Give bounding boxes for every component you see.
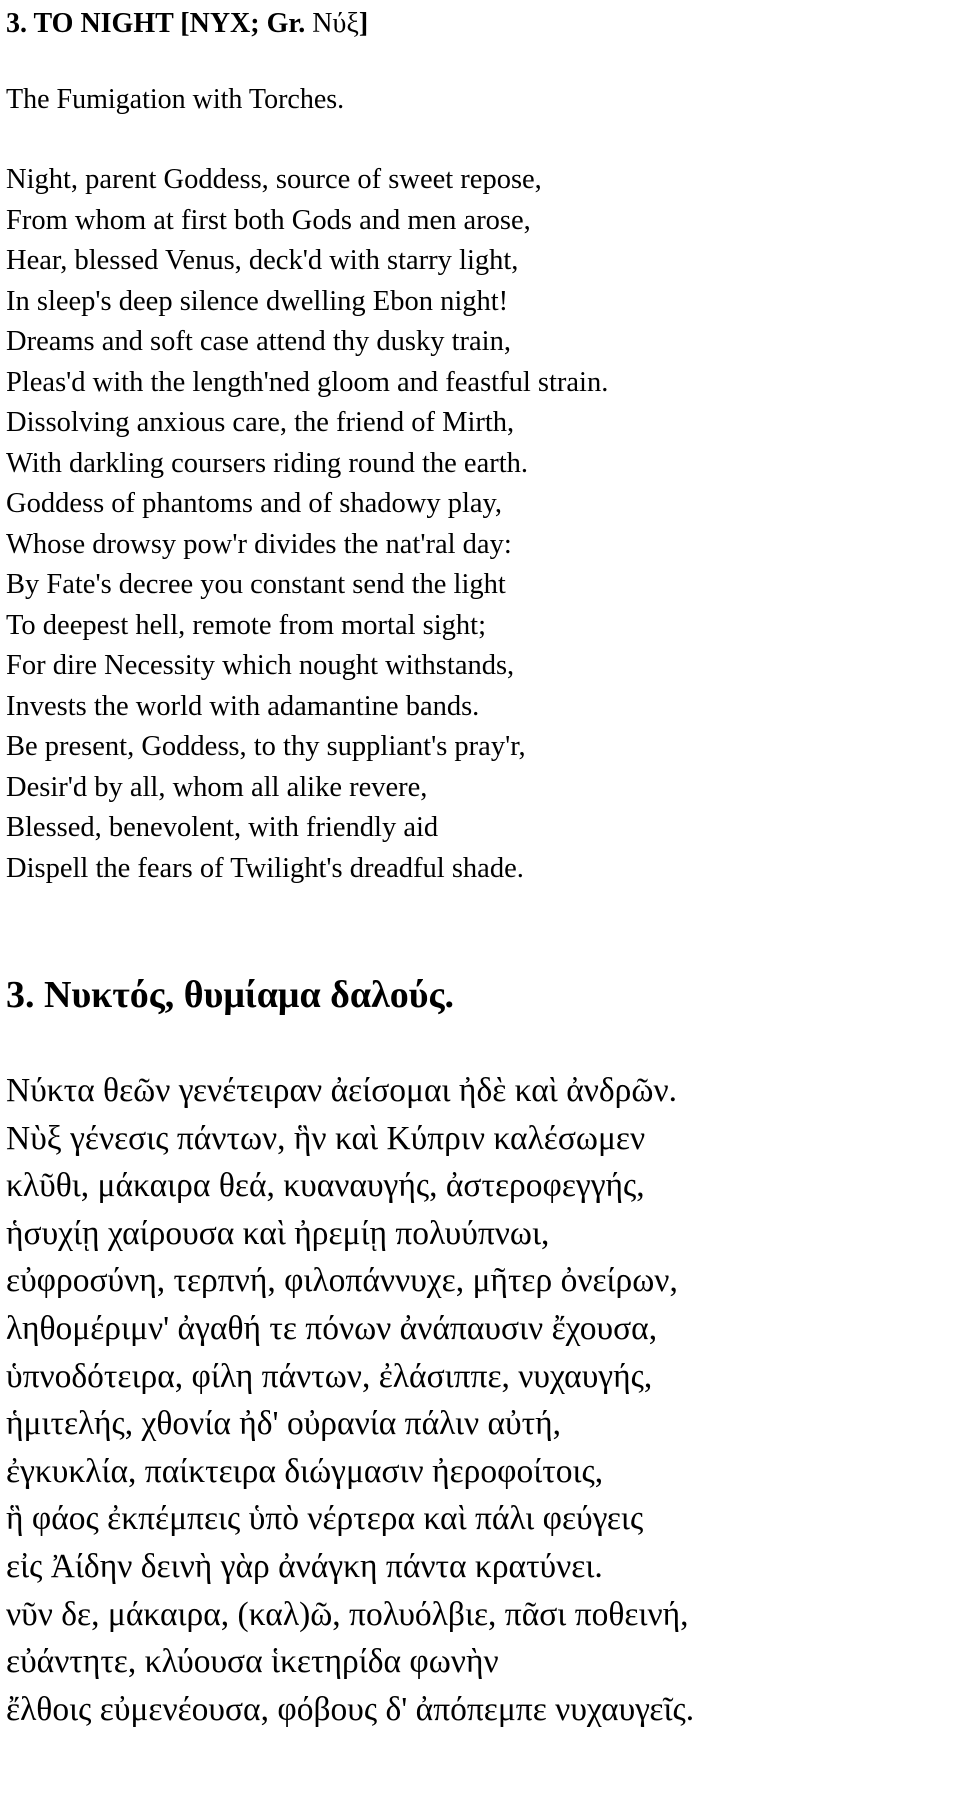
english-heading [6,4,368,44]
greek-heading: 3. Νυκτός, θυμίαμα δαλούς. [6,974,455,1016]
english-poem-line: Goddess of phantoms and of shadowy play, [6,488,503,519]
greek-poem-line: ἔλθοις εὐμενέουσα, φόβους δ' ἀπόπεμπε νυχαυγεῖς. [6,1690,695,1728]
english-poem-line: Dissolving anxious care, the friend of Mirth, [6,407,515,438]
english-poem-line: Desir'd by all, whom all alike revere, [6,771,428,803]
greek-poem-line: εὐφροσύνη, τερπνή, φιλοπάννυχε, μῆτερ ὀνείρων, [6,1262,678,1300]
english-poem-line: For dire Necessity which nought withstands, [6,650,515,681]
english-heading-greek-word: Νύξ [312,8,359,39]
greek-poem-line: ἡμιτελής, χθονία ἠδ' οὐρανία πάλιν αὐτή, [6,1405,561,1443]
greek-poem-line: εἰς Ἀίδην δεινὴ γὰρ ἀνάγκη πάντα κρατύνει. [6,1547,603,1585]
greek-poem-line: Νὺξ γένεσις πάντων, ἣν καὶ Κύπριν καλέσωμεν [6,1119,646,1157]
greek-poem-line: ἣ φάος ἐκπέμπεις ὑπὸ νέρτερα καὶ πάλι φεύγεις [6,1500,644,1538]
english-poem-line: In sleep's deep silence dwelling Ebon night! [6,285,509,317]
english-poem-line: To deepest hell, remote from mortal sight; [6,609,487,641]
greek-poem-line: ἡσυχίῃ χαίρουσα καὶ ἠρεμίῃ πολυύπνωι, [6,1214,550,1252]
english-poem-line: Dreams and soft case attend thy dusky train, [6,326,511,357]
english-poem-line: Dispell the fears of Twilight's dreadful shade. [6,852,524,884]
english-poem-line: Whose drowsy pow'r divides the nat'ral day: [6,528,512,560]
greek-poem-line: νῦν δε, μάκαιρα, (καλ)ῶ, πολυόλβιε, πᾶσι ποθεινή, [6,1595,689,1633]
greek-poem-line: Νύκτα θεῶν γενέτειραν ἀείσομαι ἠδὲ καὶ ἀνδρῶν. [6,1072,677,1109]
greek-poem-line: ληθομέριμν' ἀγαθή τε πόνων ἀνάπαυσιν ἔχουσα, [6,1309,658,1347]
greek-poem-line: ὑπνοδότειρα, φίλη πάντων, ἐλάσιππε, νυχαυγής, [6,1357,653,1395]
english-poem-line: Pleas'd with the length'ned gloom and feastful strain. [6,366,609,398]
english-poem-line: Blessed, benevolent, with friendly aid [6,812,439,843]
english-poem [6,160,608,889]
greek-poem-line: εὐάντητε, κλύουσα ἱκετηρίδα φωνὴν [6,1643,499,1681]
greek-poem-line: ἐγκυκλία, παίκτειρα διώγμασιν ἠεροφοίτοις, [6,1452,604,1490]
english-poem-line: Hear, blessed Venus, deck'd with starry light, [6,245,519,276]
english-heading-bracket: ] [358,8,369,39]
greek-poem [6,1067,694,1733]
english-poem-line: By Fate's decree you constant send the light [6,569,506,600]
english-heading-title: 3. TO NIGHT [NYX; Gr. [6,8,306,39]
english-poem-line: From whom at first both Gods and men arose, [6,204,531,236]
english-poem-line: With darkling coursers riding round the earth. [6,447,529,479]
english-poem-line: Night, parent Goddess, source of sweet repose, [6,164,542,195]
english-subtitle: The Fumigation with Torches. [6,84,345,115]
greek-poem-line: κλῦθι, μάκαιρα θεά, κυαναυγής, ἀστεροφεγγής, [6,1167,645,1205]
english-poem-line: Be present, Goddess, to thy suppliant's pray'r, [6,731,526,762]
english-poem-line: Invests the world with adamantine bands. [6,690,480,722]
